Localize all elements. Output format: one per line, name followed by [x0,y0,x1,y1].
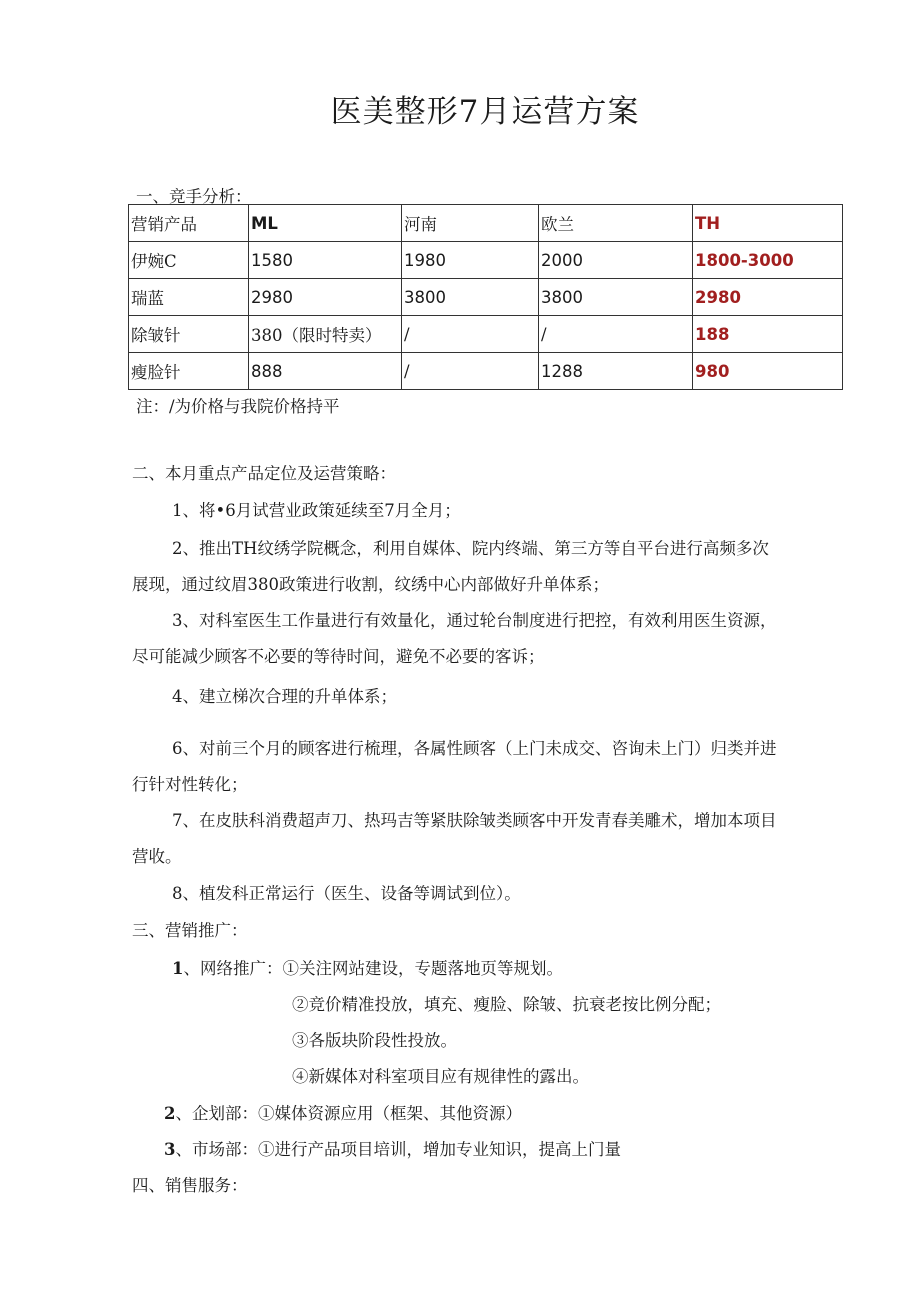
table-cell: 伊婉C [129,242,249,279]
section-4-heading: 四、销售服务： [132,1176,248,1195]
table-header-cell: 营销产品 [129,205,249,242]
table-cell: 1288 [539,353,693,390]
table-cell: / [402,316,539,353]
table-cell: 188 [693,316,843,353]
online-promotion-subitem: ③各版块阶段性投放。 [292,1031,457,1050]
table-header-cell: 欧兰 [539,205,693,242]
table-cell: 380（限时特卖） [249,316,402,353]
table-cell: 888 [249,353,402,390]
table-cell: 1980 [402,242,539,279]
online-promotion-subitem: ④新媒体对科室项目应有规律性的露出。 [292,1067,589,1086]
strategy-item: 展现，通过纹眉380政策进行收割，纹绣中心内部做好升单体系； [132,575,609,594]
table-row [129,242,843,279]
table-header-cell: 河南 [402,205,539,242]
strategy-item: 8、植发科正常运行（医生、设备等调试到位）。 [172,884,521,903]
table-header-cell: TH [693,205,843,242]
table-note: 注：/为价格与我院价格持平 [136,397,340,416]
table-row [129,279,843,316]
table-row [129,353,843,390]
table-cell: 1800-3000 [693,242,843,279]
section-1-heading: 一、竞手分析： [136,187,252,206]
table-cell: 3800 [539,279,693,316]
table-header-row [129,205,843,242]
item-number: 3 [164,1140,176,1159]
strategy-item: 营收。 [132,847,182,866]
planning-dept-item [164,1100,522,1124]
strategy-item: 6、对前三个月的顾客进行梳理，各属性顾客（上门未成交、咨询未上门）归类并进 [172,739,777,758]
table-cell: 瑞蓝 [129,279,249,316]
table-cell: 2980 [693,279,843,316]
item-number: 2 [164,1104,176,1123]
section-2-heading: 二、本月重点产品定位及运营策略： [132,464,396,483]
table-cell: / [539,316,693,353]
section-3-heading: 三、营销推广： [132,921,248,940]
table-cell: 980 [693,353,843,390]
marketing-dept-item [164,1136,621,1160]
online-promotion-item [172,955,563,979]
item-label: 、网络推广：①关注网站建设，专题落地页等规划。 [183,959,563,978]
table-header-cell: ML [249,205,402,242]
strategy-item: 1、将•6月试营业政策延续至7月全月； [172,501,461,520]
table-cell: 3800 [402,279,539,316]
strategy-item: 3、对科室医生工作量进行有效量化，通过轮台制度进行把控，有效利用医生资源， [172,611,777,630]
strategy-item: 7、在皮肤科消费超声刀、热玛吉等紧肤除皱类顾客中开发青春美雕术，增加本项目 [172,811,777,830]
competitor-price-table [128,204,843,390]
table-cell: 2000 [539,242,693,279]
page-title: 医美整形7月运营方案 [330,94,640,130]
table-cell: / [402,353,539,390]
strategy-item: 4、建立梯次合理的升单体系； [172,687,397,706]
item-label: 、市场部：①进行产品项目培训，增加专业知识，提高上门量 [175,1140,621,1159]
table-cell: 瘦脸针 [129,353,249,390]
strategy-item: 行针对性转化； [132,775,248,794]
online-promotion-subitem: ②竞价精准投放，填充、瘦脸、除皱、抗衰老按比例分配； [292,995,721,1014]
item-number: 1 [172,959,184,978]
table-cell: 除皱针 [129,316,249,353]
table-row [129,316,843,353]
strategy-item: 尽可能减少顾客不必要的等待时间，避免不必要的客诉； [132,647,545,666]
table-cell: 2980 [249,279,402,316]
item-label: 、企划部：①媒体资源应用（框架、其他资源） [175,1104,522,1123]
strategy-item: 2、推出TH纹绣学院概念，利用自媒体、院内终端、第三方等自平台进行高频多次 [172,539,769,558]
table-cell: 1580 [249,242,402,279]
